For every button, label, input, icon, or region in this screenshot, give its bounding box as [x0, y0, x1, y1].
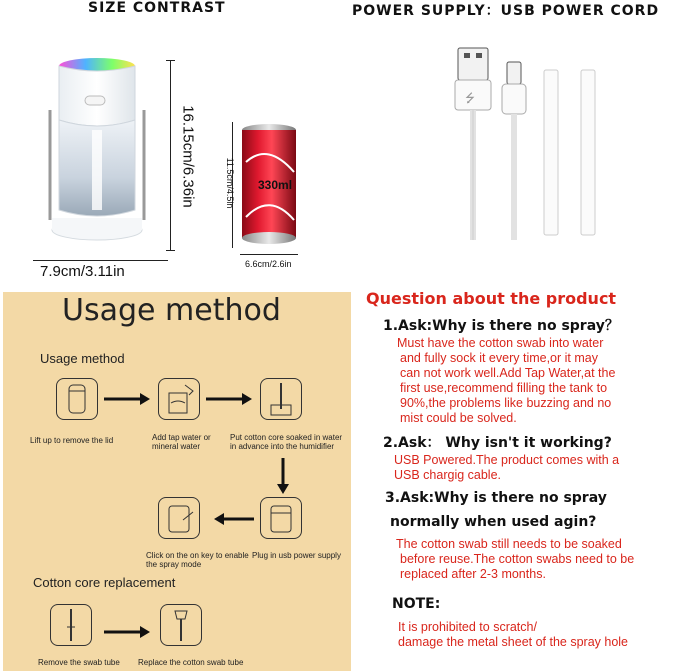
height-dimension-line	[170, 60, 171, 250]
step-remove-lid-icon	[56, 378, 98, 420]
can-volume-label: 330ml	[258, 178, 293, 192]
question-3-continued: normally when used agin?	[390, 514, 597, 530]
answer-2	[394, 453, 619, 483]
height-dimension-tick	[166, 60, 175, 61]
step-replace-swab-icon	[160, 604, 202, 646]
step-caption: Lift up to remove the lid	[30, 436, 114, 445]
note-line: It is prohibited to scratch/	[398, 620, 537, 634]
step-add-water-icon	[158, 378, 200, 420]
usb-cable-image	[445, 40, 610, 260]
answer-1-line: can not work well.Add Tap Water,at the	[400, 366, 616, 380]
step-press-button-icon	[158, 497, 200, 539]
arrow-left-icon	[214, 512, 254, 526]
step-caption: Add tap water or mineral water	[152, 433, 211, 451]
answer-1-line: 90%,the problems like buzzing and no	[400, 396, 612, 410]
arrow-right-icon	[104, 392, 150, 406]
note-title: NOTE:	[392, 596, 441, 612]
question-3: 3.Ask:Why is there no spray	[385, 490, 607, 506]
answer-3-line: The cotton swab still needs to be soaked	[396, 537, 622, 551]
step-plug-usb-icon	[260, 497, 302, 539]
note-text	[398, 620, 628, 650]
width-dimension-line	[33, 260, 168, 261]
height-label: 16.15cm/6.36in	[179, 105, 197, 208]
usage-panel-title: Usage method	[62, 293, 281, 328]
answer-2-line: USB Powered.The product comes with a	[394, 453, 620, 467]
can-width-label: 6.6cm/2.6in	[245, 259, 292, 269]
step-caption: Replace the cotton swab tube	[138, 658, 244, 667]
step-caption: Plug in usb power supply	[252, 551, 341, 560]
answer-1-line: and fully sock it every time,or it may	[400, 351, 598, 365]
question-1: 1.Ask:Why is there no spray？	[383, 318, 619, 334]
usage-section-heading: Usage method	[40, 351, 125, 366]
question-2: 2.Ask： Why isn't it working?	[383, 435, 612, 451]
power-supply-title: POWER SUPPLY：USB POWER CORD	[352, 3, 660, 19]
humidifier-image	[40, 50, 170, 255]
size-contrast-title: SIZE CONTRAST	[88, 0, 226, 16]
qa-title: Question about the product	[366, 289, 617, 308]
svg-text:⭍: ⭍	[465, 91, 475, 105]
answer-1	[397, 336, 615, 426]
answer-1-line: Must have the cotton swab into water	[397, 336, 604, 350]
answer-2-line: USB chargig cable.	[394, 468, 502, 482]
step-caption: Remove the swab tube	[38, 658, 120, 667]
arrow-right-icon	[104, 625, 150, 639]
height-dimension-tick	[166, 250, 175, 251]
step-insert-cotton-icon	[260, 378, 302, 420]
answer-3-line: replaced after 2-3 months.	[400, 567, 546, 581]
answer-3-line: before reuse.The cotton swabs need to be	[400, 552, 635, 566]
step-caption: Click on the on key to enable the spray mode	[146, 551, 249, 569]
answer-1-line: mist could be solved.	[400, 411, 517, 425]
width-label: 7.9cm/3.11in	[40, 263, 125, 280]
cotton-core-section-heading: Cotton core replacement	[33, 575, 176, 590]
answer-3	[396, 537, 634, 582]
can-height-label: 11.5cm/4.5in	[225, 157, 235, 209]
note-line: damage the metal sheet of the spray hole	[398, 635, 629, 649]
arrow-right-icon	[206, 392, 252, 406]
answer-1-line: first use,recommend filling the tank to	[400, 381, 608, 395]
arrow-down-icon	[276, 458, 290, 494]
step-remove-swab-icon	[50, 604, 92, 646]
can-width-line	[240, 254, 298, 255]
step-caption: Put cotton core soaked in water in advance into the humidifier	[230, 433, 343, 451]
